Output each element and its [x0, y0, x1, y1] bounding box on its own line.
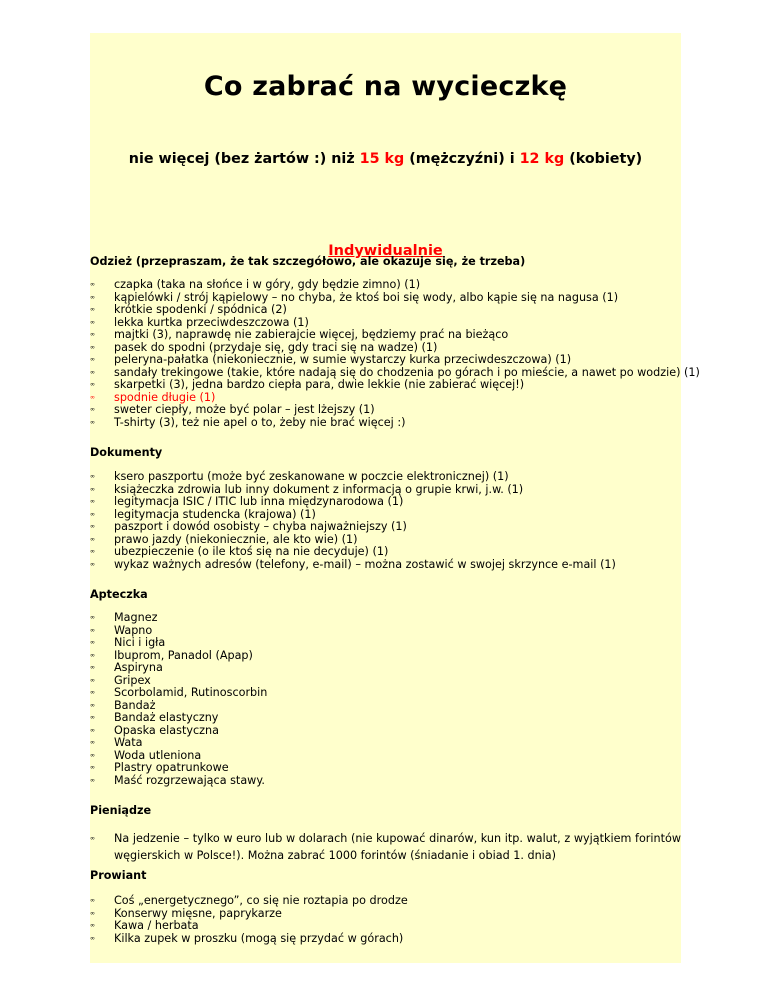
bullet-icon: ∞ — [90, 510, 95, 518]
bullet-icon: ∞ — [90, 689, 95, 696]
list-item: ∞ wykaz ważnych adresów (telefony, e-mail) – można zostawić w swojej skrzynce e-mail (1) — [90, 557, 616, 571]
list-item: ∞ legitymacja studencka (krajowa) (1) — [90, 507, 316, 521]
bullet-icon: ∞ — [90, 701, 95, 709]
list-item: ∞ kąpielówki / strój kąpielowy – no chyba, że ktoś boi się wody, albo kąpie się na nagusa (1) — [90, 290, 619, 304]
list-item: ∞ Opaska elastyczna — [90, 723, 219, 737]
list-item: ∞ czapka (taka na słońce i w góry, gdy będzie zimno) (1) — [90, 278, 421, 291]
bullet-icon: ∞ — [90, 739, 95, 746]
heading-provisions: Prowiant — [90, 869, 147, 882]
list-item: ∞ sweter ciepły, może być polar – jest lżejszy (1) — [90, 403, 375, 416]
documents-list — [90, 471, 681, 571]
list-item: ∞ Bandaż — [90, 698, 156, 712]
bullet-icon: ∞ — [90, 406, 95, 413]
list-item: ∞ T-shirty (3), też nie apel o to, żeby nie brać więcej :) — [90, 415, 406, 429]
list-item: ∞ majtki (3), naprawdę nie zabierajcie więcej, będziemy prać na bieżąco — [90, 328, 509, 341]
weight-limit-subtitle — [90, 151, 681, 167]
list-item: ∞ krótkie spodenki / spódnica (2) — [90, 303, 287, 316]
bullet-icon: ∞ — [90, 418, 95, 426]
list-item: ∞ Coś „energetycznego”, co się nie roztapia po drodze — [90, 894, 408, 907]
list-item: ∞ książeczka zdrowia lub inny dokument z informacją o grupie krwi, j.w. (1) — [90, 482, 524, 496]
list-item: ∞ Konserwy mięsne, paprykarze — [90, 906, 282, 920]
list-item: ∞ Magnez — [90, 611, 158, 624]
weight-women: 12 kg — [519, 151, 565, 167]
bullet-icon: ∞ — [90, 639, 95, 646]
list-item: ∞ Ibuprom, Panadol (Apap) — [90, 648, 253, 662]
bullet-icon: ∞ — [90, 909, 95, 917]
bullet-icon: ∞ — [90, 381, 95, 388]
list-item: ∞ Bandaż elastyczny — [90, 711, 219, 724]
bullet-icon: ∞ — [90, 331, 95, 338]
bullet-icon: ∞ — [90, 548, 95, 555]
list-item: ∞ peleryna-pałatka (niekoniecznie, w sumie wystarczy kurka przeciwdeszczowa) (1) — [90, 353, 572, 366]
bullet-icon: ∞ — [90, 498, 95, 505]
list-item: ∞ pasek do spodni (przydaje się, gdy traci się na wadze) (1) — [90, 340, 438, 354]
list-item: ∞ Wapno — [90, 623, 153, 637]
subtitle-text: (kobiety) — [564, 151, 643, 167]
list-item: ∞ Gripex — [90, 673, 151, 687]
bullet-icon: ∞ — [90, 726, 95, 734]
bullet-icon: ∞ — [90, 368, 95, 376]
bullet-icon: ∞ — [90, 651, 95, 659]
list-item: ∞ Maść rozgrzewająca stawy. — [90, 773, 265, 787]
list-item: ∞ legitymacja ISIC / ITIC lub inna międzynarodowa (1) — [90, 495, 404, 508]
bullet-icon: ∞ — [90, 676, 95, 684]
bullet-icon: ∞ — [90, 281, 95, 288]
money-list — [90, 830, 681, 864]
bullet-icon: ∞ — [90, 485, 95, 493]
section-title-individual: Indywidualnie — [328, 243, 443, 259]
bullet-icon: ∞ — [90, 614, 95, 621]
list-item: ∞ Kawa / herbata — [90, 919, 199, 932]
list-item: ∞ Kilka zupek w proszku (mogą się przydać w górach) — [90, 931, 404, 945]
bullet-icon: ∞ — [90, 835, 95, 842]
list-item-highlighted: ∞ spodnie długie (1) — [90, 390, 216, 404]
bullet-icon: ∞ — [90, 751, 95, 759]
document-page — [90, 33, 700, 963]
list-item: ∞ Woda utleniona — [90, 748, 202, 762]
bullet-icon: ∞ — [90, 764, 95, 771]
heading-money: Pieniądze — [90, 804, 152, 817]
bullet-icon: ∞ — [90, 535, 95, 543]
bullet-icon: ∞ — [90, 922, 95, 929]
bullet-icon: ∞ — [90, 473, 95, 480]
subtitle-text: (mężczyźni) i — [404, 151, 520, 167]
list-item: ∞ sandały trekingowe (takie, które nadają się do chodzenia po górach i po mieście, a nawet po wodzie) (1) — [90, 365, 700, 379]
provisions-list — [90, 895, 681, 945]
weight-men: 15 kg — [359, 151, 405, 167]
bullet-icon: ∞ — [90, 934, 95, 942]
heading-documents: Dokumenty — [90, 446, 163, 459]
list-item: ∞ Aspiryna — [90, 661, 163, 674]
page-title: Co zabrać na wycieczkę — [203, 71, 568, 102]
bullet-icon: ∞ — [90, 776, 95, 784]
list-item: ∞ ksero paszportu (może być zeskanowane w poczcie elektronicznej) (1) — [90, 470, 509, 483]
bullet-icon: ∞ — [90, 318, 95, 326]
list-item: ∞ paszport i dowód osobisty – chyba najważniejszy (1) — [90, 520, 407, 533]
list-item: ∞ Nici i igła — [90, 636, 166, 649]
first-aid-list — [90, 612, 681, 787]
list-item: ∞ skarpetki (3), jedna bardzo ciepła para, dwie lekkie (nie zabierać więcej!) — [90, 378, 525, 391]
list-item: ∞ ubezpieczenie (o ile ktoś się na nie decyduje) (1) — [90, 545, 389, 558]
bullet-icon: ∞ — [90, 356, 95, 363]
bullet-icon: ∞ — [90, 393, 95, 401]
heading-clothing: Odzież (przepraszam, że tak szczegółowo, ale okazuje się, że trzeba) — [90, 255, 526, 268]
bullet-icon: ∞ — [90, 523, 95, 530]
bullet-icon: ∞ — [90, 714, 95, 721]
list-item: ∞ Na jedzenie – tylko w euro lub w dolarach (nie kupować dinarów, kun itp. walut, z wyjątkiem forintów węgierskich w Polsce!). Można zabrać 1000 forintów (śniadanie i obiad 1. dnia) — [90, 832, 681, 862]
bullet-icon: ∞ — [90, 560, 95, 568]
bullet-icon: ∞ — [90, 306, 95, 313]
bullet-icon: ∞ — [90, 664, 95, 671]
subtitle-text: nie więcej (bez żartów :) niż — [128, 151, 360, 167]
bullet-icon: ∞ — [90, 897, 95, 904]
list-item: ∞ Scorbolamid, Rutinoscorbin — [90, 686, 268, 699]
list-item: ∞ Plastry opatrunkowe — [90, 761, 229, 774]
list-item: ∞ Wata — [90, 736, 143, 749]
bullet-icon: ∞ — [90, 626, 95, 634]
bullet-icon: ∞ — [90, 293, 95, 301]
clothing-list — [90, 278, 700, 429]
bullet-icon: ∞ — [90, 343, 95, 351]
heading-first-aid: Apteczka — [90, 588, 148, 601]
list-item: ∞ lekka kurtka przeciwdeszczowa (1) — [90, 315, 309, 329]
list-item: ∞ prawo jazdy (niekoniecznie, ale kto wie) (1) — [90, 532, 358, 546]
